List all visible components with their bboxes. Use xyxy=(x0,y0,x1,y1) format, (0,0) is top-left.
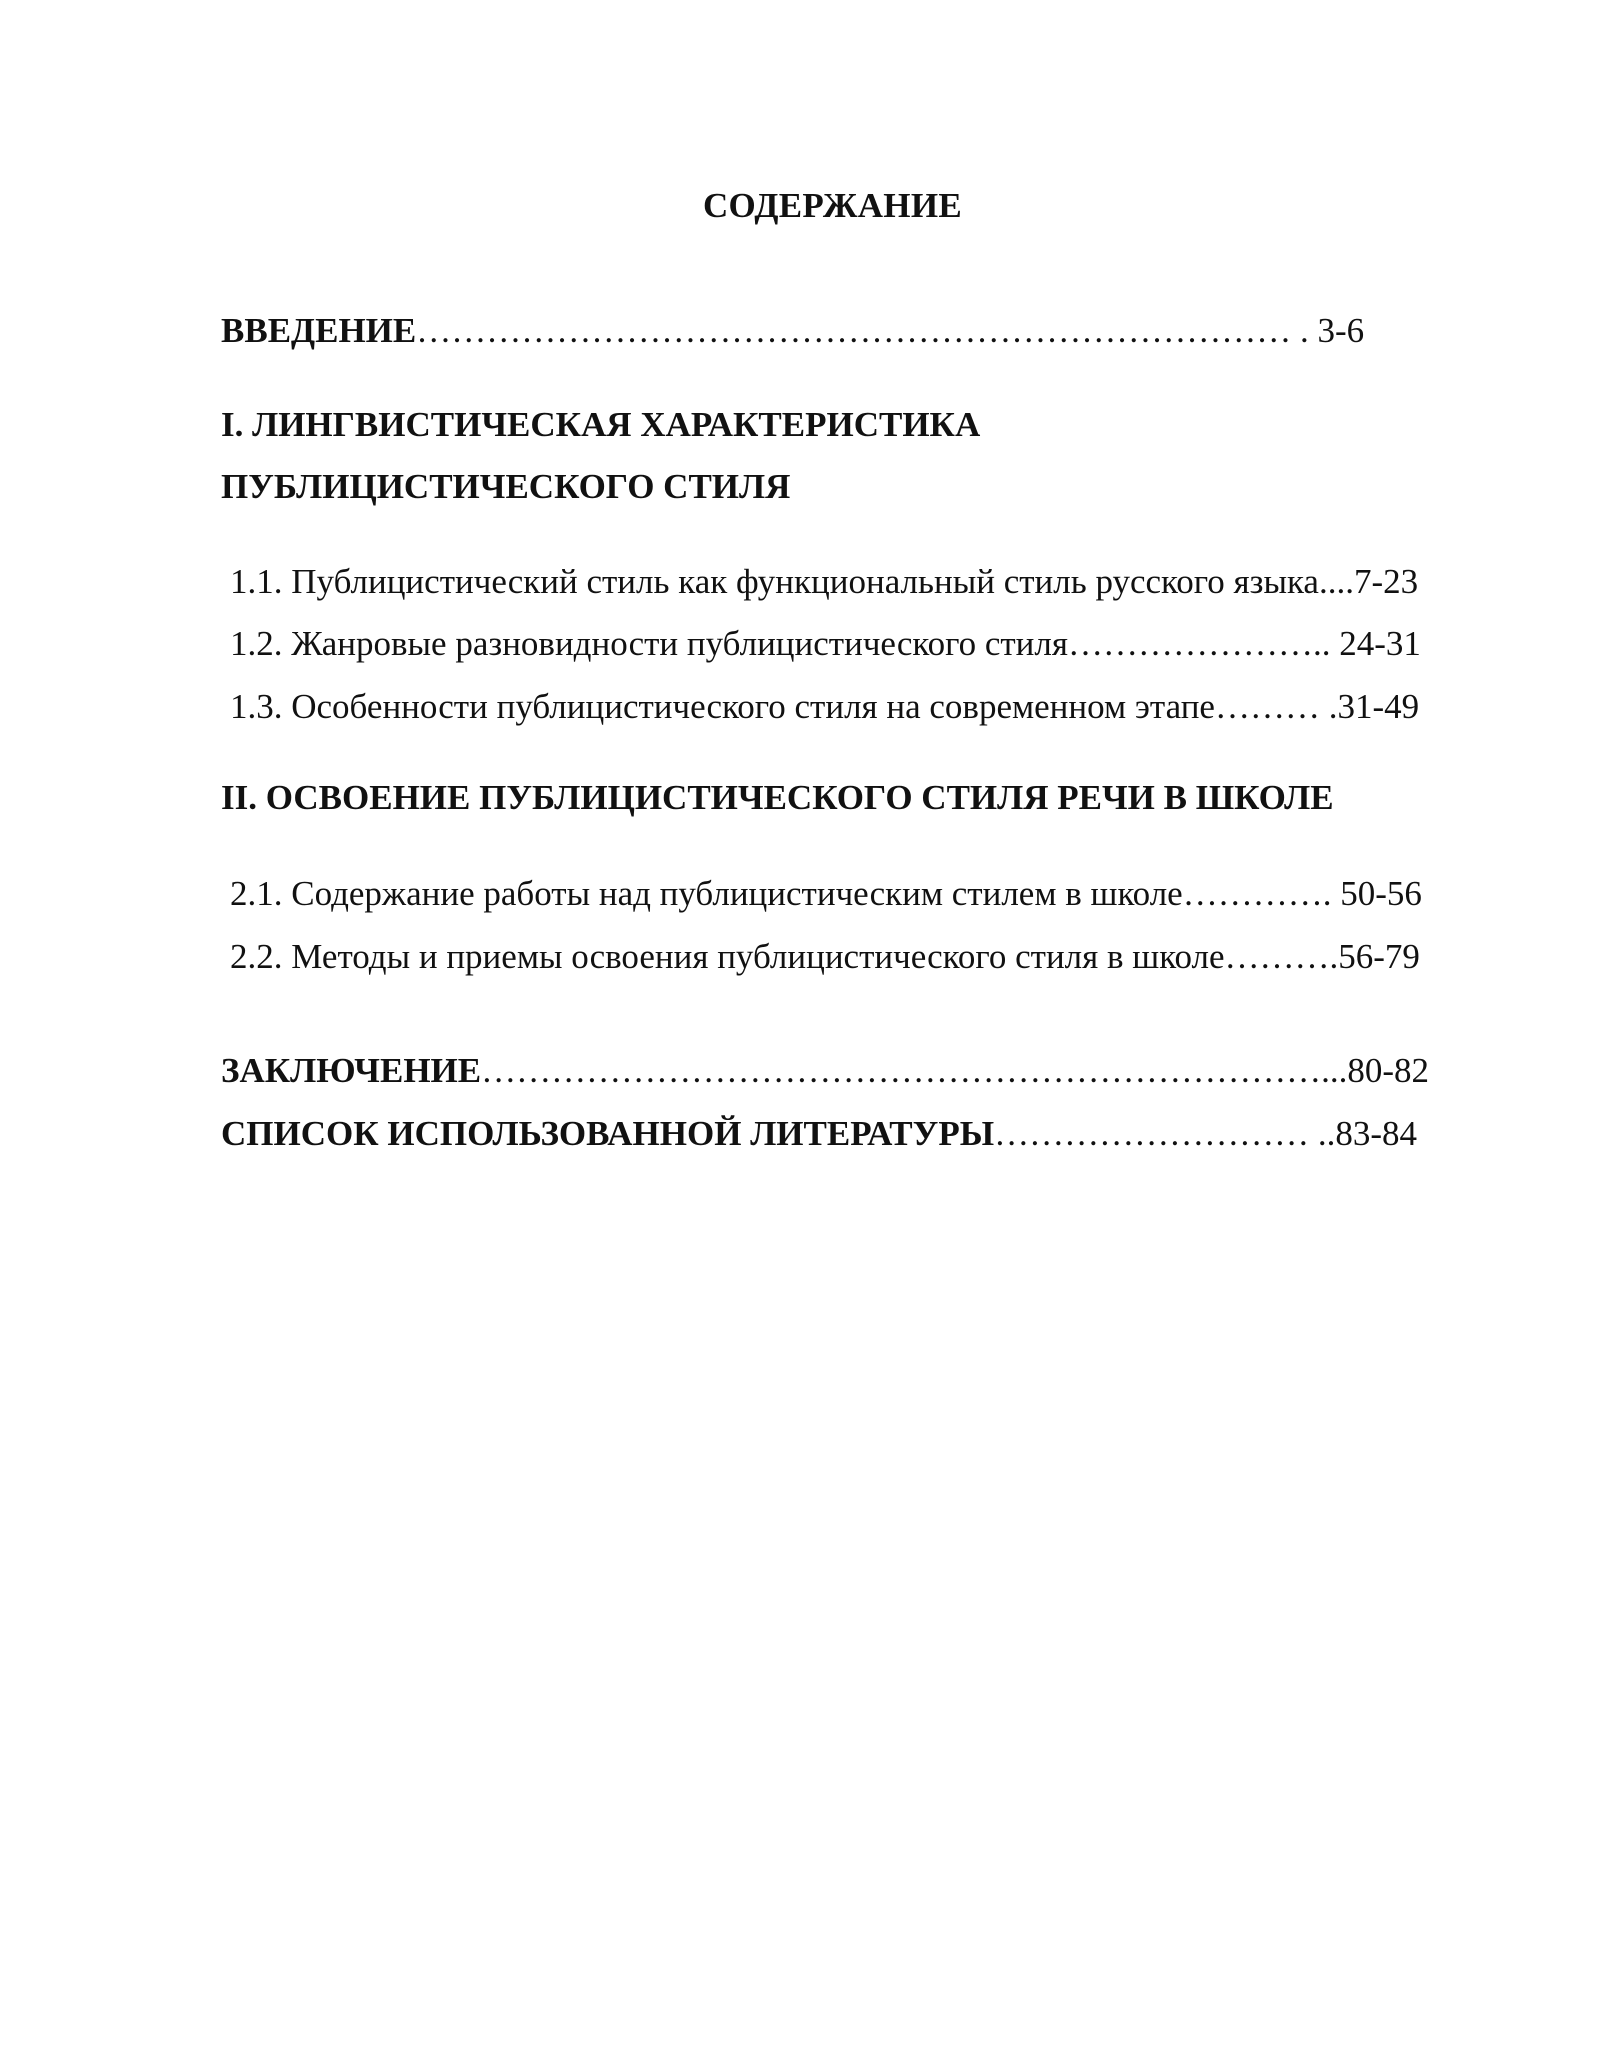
toc-entry-introduction[interactable] xyxy=(221,311,1364,351)
toc-entry-label: ЗАКЛЮЧЕНИЕ xyxy=(221,1051,482,1090)
toc-entry-pages: 80-82 xyxy=(1347,1051,1430,1090)
toc-leader-dots: ………………………………………………………………… . xyxy=(416,311,1318,350)
toc-entry-1-1[interactable] xyxy=(230,562,1418,602)
toc-entry-label: 2.2. Методы и приемы освоения публицистического стиля в школе xyxy=(230,937,1225,976)
toc-entry-label: ВВЕДЕНИЕ xyxy=(221,311,417,350)
toc-chapter-1-heading-line1[interactable]: I. ЛИНГВИСТИЧЕСКАЯ ХАРАКТЕРИСТИКА xyxy=(221,405,981,444)
toc-entry-1-3[interactable] xyxy=(230,687,1419,727)
toc-leader-dots: ………………….. xyxy=(1067,624,1340,663)
toc-entry-pages: 24-31 xyxy=(1339,624,1421,663)
toc-entry-pages: 31-49 xyxy=(1337,687,1420,726)
toc-chapter-1-heading-line2[interactable]: ПУБЛИЦИСТИЧЕСКОГО СТИЛЯ xyxy=(221,467,791,506)
toc-leader-dots: ………………………………………………………………... xyxy=(481,1051,1348,1090)
toc-leader-dots: .... xyxy=(1318,562,1354,601)
toc-leader-dots: ………. xyxy=(1224,937,1339,976)
toc-entry-pages: 56-79 xyxy=(1338,937,1420,976)
toc-leader-dots: ……………………… .. xyxy=(994,1114,1336,1153)
toc-entry-pages: 3-6 xyxy=(1317,311,1365,350)
page-title: СОДЕРЖАНИЕ xyxy=(702,186,962,225)
toc-chapter-2-heading[interactable]: II. ОСВОЕНИЕ ПУБЛИЦИСТИЧЕСКОГО СТИЛЯ РЕЧИ В ШКОЛЕ xyxy=(221,778,1334,817)
toc-entry-label: 2.1. Содержание работы над публицистическим стилем в школе xyxy=(230,874,1183,913)
toc-entry-pages: 50-56 xyxy=(1340,874,1422,913)
toc-entry-pages: 7-23 xyxy=(1353,562,1419,601)
toc-entry-label: СПИСОК ИСПОЛЬЗОВАННОЙ ЛИТЕРАТУРЫ xyxy=(221,1114,995,1153)
toc-entry-2-1[interactable] xyxy=(230,874,1422,914)
toc-entry-pages: 83-84 xyxy=(1335,1114,1417,1153)
toc-entry-label: 1.2. Жанровые разновидности публицистического стиля xyxy=(230,624,1068,663)
toc-entry-1-2[interactable] xyxy=(230,624,1421,664)
toc-entry-label: 1.3. Особенности публицистического стиля на современном этапе xyxy=(230,687,1215,726)
toc-entry-conclusion[interactable] xyxy=(221,1051,1429,1091)
toc-entry-bibliography[interactable] xyxy=(221,1114,1417,1154)
toc-entry-2-2[interactable] xyxy=(230,937,1420,977)
toc-entry-label: 1.1. Публицистический стиль как функциональный стиль русского языка xyxy=(230,562,1319,601)
toc-leader-dots: ……… . xyxy=(1214,687,1338,726)
toc-leader-dots: …………. xyxy=(1182,874,1341,913)
